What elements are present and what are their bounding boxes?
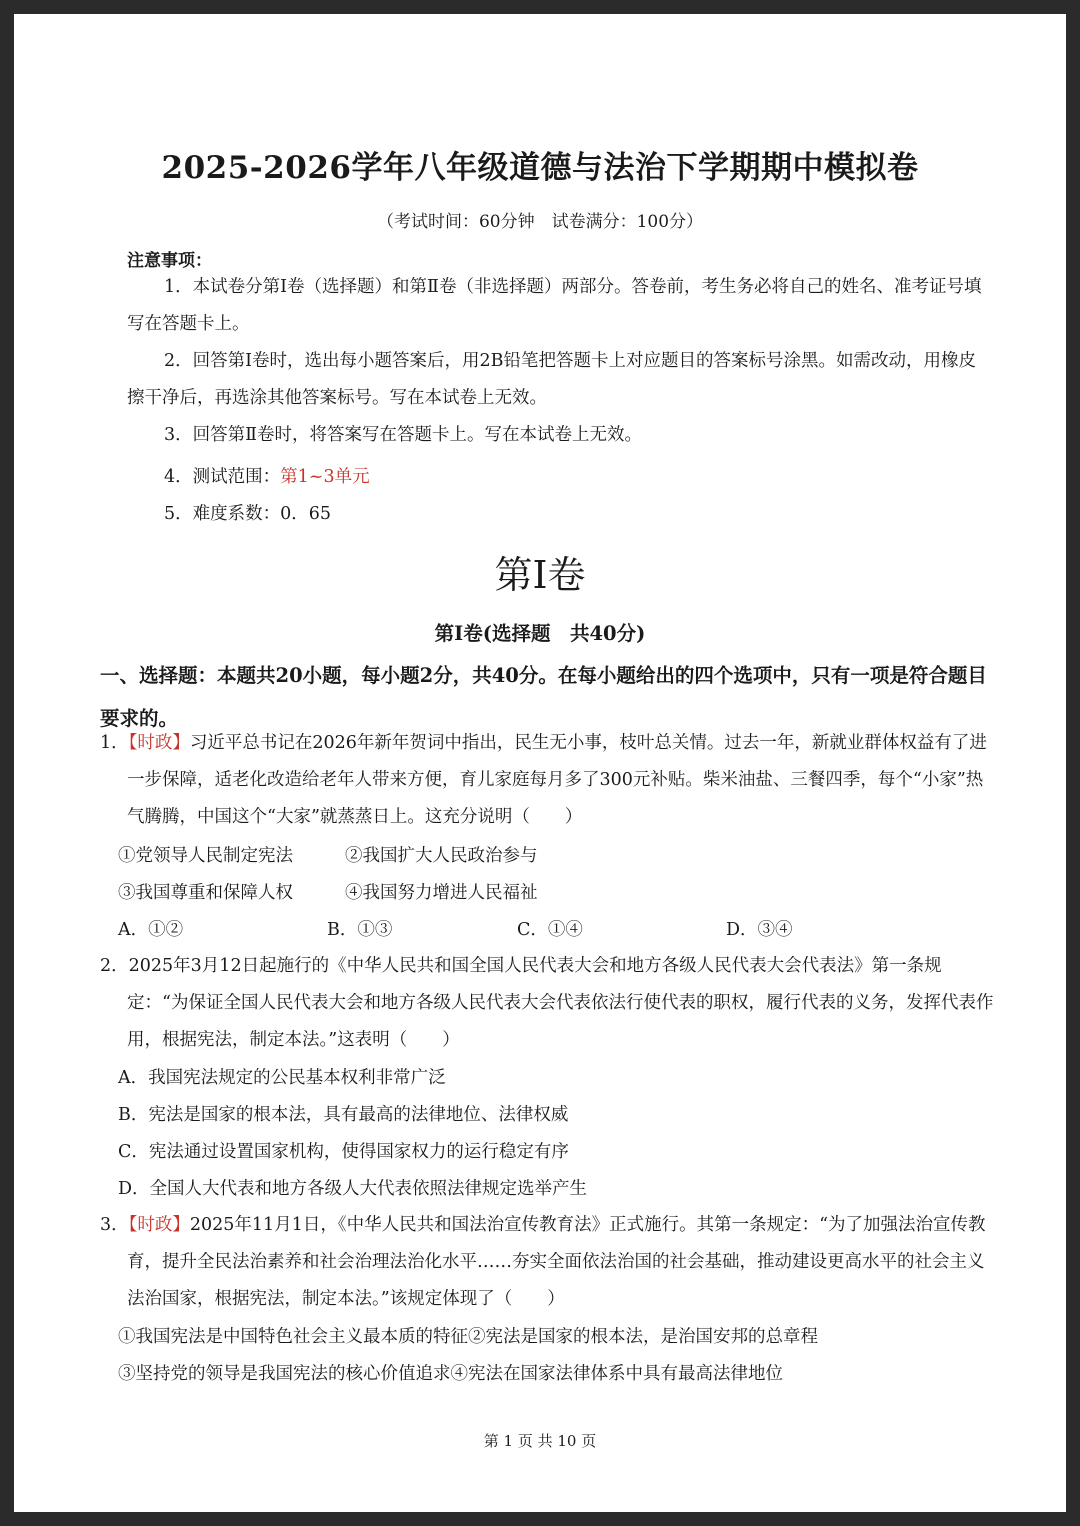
q1-statement-4: ④我国努力增进人民福祉	[345, 883, 538, 903]
exam-page	[14, 14, 1066, 1512]
q1-statement-2: ②我国扩大人民政治参与	[345, 846, 538, 866]
q2-option-b: B．宪法是国家的根本法，具有最高的法律地位、法律权威	[118, 1105, 569, 1125]
question-1-stem	[100, 725, 996, 836]
question-text: 习近平总书记在2026年新年贺词中指出，民生无小事，枝叶总关情。过去一年，新就业群体权益有了进一步保障，适老化改造给老年人带来方便，育儿家庭每月多了300元补贴。柴米油盐、三餐四季，每个“小家”热气腾腾，中国这个“大家”就蒸蒸日上。这充分说明（ ）	[127, 733, 987, 827]
current-affairs-tag: 【时政】	[128, 733, 190, 753]
notice-item-4	[164, 463, 370, 488]
q1-option-c: C．①④	[517, 920, 583, 940]
notice-item-5: 5．难度系数：0．65	[164, 504, 332, 524]
notice-item-1: 1．本试卷分第Ⅰ卷（选择题）和第Ⅱ卷（非选择题）两部分。答卷前，考生务必将自己的姓名、准考证号填写在答题卡上。	[127, 277, 982, 334]
question-text: 2025年11月1日，《中华人民共和国法治宣传教育法》正式施行。其第一条规定：“为了加强法治宣传教育，提升全民法治素养和社会治理法治化水平……夯实全面依法治国的社会基础，推动建设更高水平的社会主义法治国家，根据宪法，制定本法。”该规定体现了（ ）	[127, 1215, 986, 1309]
section-heading: 一、选择题：本题共20小题，每小题2分，共40分。在每小题给出的四个选项中，只有一项是符合题目要求的。	[100, 664, 987, 730]
question-number: 1．	[100, 733, 129, 753]
q2-option-d: D．全国人大代表和地方各级人大代表依照法律规定选举产生	[118, 1179, 588, 1199]
q1-option-a: A．①②	[118, 920, 184, 940]
q1-option-b: B．①③	[327, 920, 393, 940]
q1-statement-3: ③我国尊重和保障人权	[118, 883, 293, 903]
notice-item-3: 3．回答第Ⅱ卷时，将答案写在答题卡上。写在本试卷上无效。	[164, 425, 643, 445]
q2-option-a: A．我国宪法规定的公民基本权利非常广泛	[118, 1068, 446, 1088]
q3-statements-3-4: ③坚持党的领导是我国宪法的核心价值追求④宪法在国家法律体系中具有最高法律地位	[118, 1364, 783, 1384]
notice-heading: 注意事项：	[127, 251, 212, 271]
q2-option-c: C．宪法通过设置国家机构，使得国家权力的运行稳定有序	[118, 1142, 569, 1162]
test-scope-value: 第1~3单元	[280, 467, 370, 487]
q1-statement-1: ①党领导人民制定宪法	[118, 846, 293, 866]
question-3-stem	[100, 1207, 996, 1318]
question-number: 3．	[100, 1215, 129, 1235]
notice-item-4-label: 4．测试范围：	[164, 467, 281, 487]
page-title: 2025-2026学年八年级道德与法治下学期期中模拟卷	[161, 150, 919, 186]
page-number: 第 1 页 共 10 页	[483, 1432, 597, 1450]
current-affairs-tag: 【时政】	[128, 1215, 190, 1235]
q3-statements-1-2: ①我国宪法是中国特色社会主义最本质的特征②宪法是国家的根本法，是治国安邦的总章程	[118, 1327, 818, 1347]
question-2-stem: 2．2025年3月12日起施行的《中华人民共和国全国人民代表大会和地方各级人民代表大会代表法》第一条规定：“为保证全国人民代表大会和地方各级人民代表大会代表依法行使代表的职权，履行代表的义务，发挥代表作用，根据宪法，制定本法。”这表明（ ）	[100, 956, 994, 1050]
volume-subtitle: 第Ⅰ卷(选择题 共40分)	[434, 622, 646, 645]
exam-info: （考试时间：60分钟 试卷满分：100分）	[376, 212, 704, 232]
q1-option-d: D．③④	[726, 920, 793, 940]
notice-item-2: 2．回答第Ⅰ卷时，选出每小题答案后，用2B铅笔把答题卡上对应题目的答案标号涂黑。如需改动，用橡皮擦干净后，再选涂其他答案标号。写在本试卷上无效。	[127, 351, 977, 408]
volume-title: 第Ⅰ卷	[494, 553, 586, 597]
